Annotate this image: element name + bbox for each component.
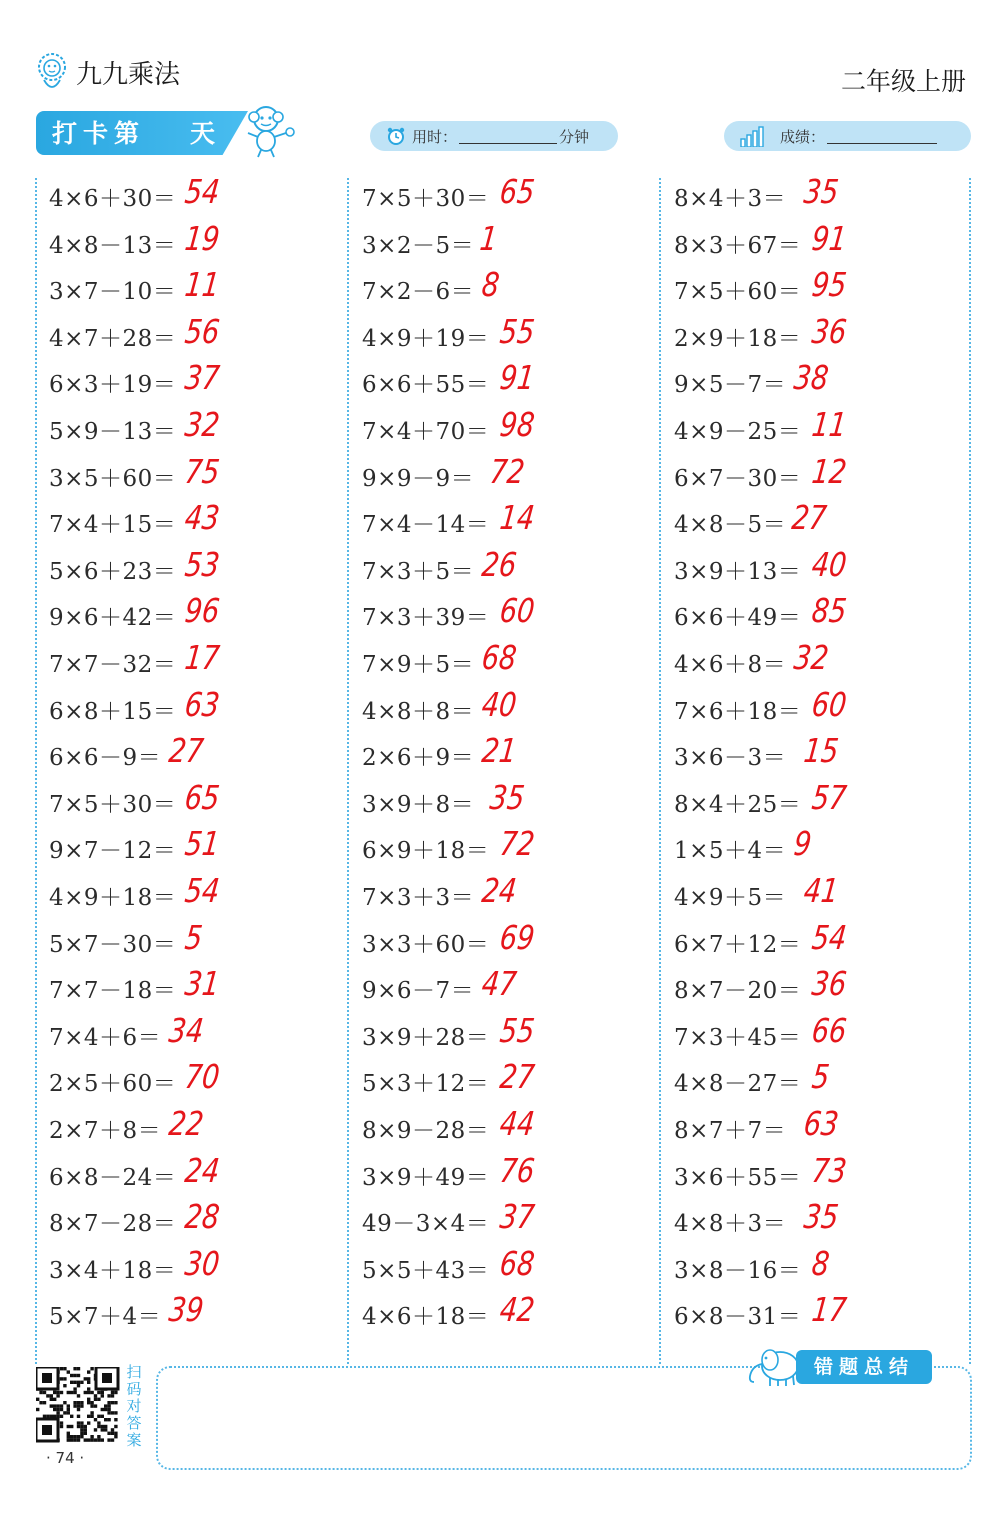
equation-text: 7×5＋30＝ — [49, 791, 177, 818]
handwritten-answer: 15 — [802, 731, 841, 771]
equation-text: 8×7－20＝ — [674, 978, 802, 1005]
equation-text: 4×7＋28＝ — [49, 325, 177, 352]
handwritten-answer: 63 — [183, 684, 222, 724]
exercise-row — [362, 1197, 662, 1243]
exercise-row — [49, 1057, 349, 1103]
exercise-row — [49, 498, 349, 544]
equation-text: 4×8－13＝ — [49, 232, 177, 259]
handwritten-answer: 19 — [183, 218, 222, 258]
handwritten-answer: 28 — [183, 1197, 222, 1237]
equation-text: 4×8＋8＝ — [362, 698, 475, 725]
equation-text: 4×6＋30＝ — [49, 186, 177, 212]
scan-for-answers-label: 扫码对答案 — [126, 1363, 142, 1449]
handwritten-answer: 35 — [488, 777, 527, 817]
equation-text: 8×7＋7＝ — [674, 1118, 787, 1144]
handwritten-answer: 95 — [810, 265, 849, 305]
handwritten-answer: 12 — [810, 451, 849, 491]
equation-text: 6×7－30＝ — [674, 465, 802, 492]
handwritten-answer: 30 — [183, 1243, 222, 1283]
exercise-row — [49, 1197, 349, 1243]
monkey-mascot-icon — [238, 103, 300, 159]
exercise-row — [49, 1151, 349, 1197]
book-title: 九九乘法 — [76, 59, 181, 90]
checkin-day-suffix: 天 — [190, 119, 216, 148]
equation-text: 5×3＋12＝ — [362, 1071, 490, 1098]
exercise-row — [674, 172, 974, 218]
handwritten-answer: 38 — [792, 358, 831, 398]
handwritten-answer: 40 — [810, 544, 849, 584]
handwritten-answer: 40 — [480, 684, 519, 724]
exercise-row — [362, 1057, 662, 1103]
exercise-row — [362, 1151, 662, 1197]
exercise-row — [49, 871, 349, 917]
score-input-line[interactable] — [827, 129, 937, 144]
handwritten-answer: 17 — [810, 1290, 849, 1330]
exercise-row — [674, 1197, 974, 1243]
handwritten-answer: 75 — [183, 451, 222, 491]
exercise-row — [362, 358, 662, 404]
exercise-row — [674, 918, 974, 964]
equation-text: 8×4＋3＝ — [674, 186, 787, 212]
time-unit: 分钟 — [559, 127, 590, 146]
exercise-row — [674, 685, 974, 731]
equation-text: 7×7－18＝ — [49, 978, 177, 1005]
equation-text: 3×9＋49＝ — [362, 1164, 490, 1191]
exercise-row — [674, 964, 974, 1010]
equation-text: 7×7－32＝ — [49, 652, 177, 678]
handwritten-answer: 91 — [810, 218, 849, 258]
handwritten-answer: 96 — [183, 591, 222, 631]
handwritten-answer: 21 — [480, 731, 519, 771]
exercise-row — [362, 824, 662, 870]
exercise-row — [362, 638, 662, 684]
handwritten-answer: 22 — [167, 1104, 206, 1143]
equation-text: 4×6＋18＝ — [362, 1304, 490, 1331]
equation-text: 7×3＋5＝ — [362, 558, 475, 585]
exercise-row — [362, 172, 662, 218]
exercise-row — [362, 219, 662, 265]
exercise-row — [362, 1011, 662, 1057]
handwritten-answer: 5 — [810, 1057, 832, 1097]
equation-text: 4×8－5＝ — [674, 512, 787, 539]
handwritten-answer: 26 — [480, 544, 519, 584]
equation-text: 6×7＋12＝ — [674, 931, 802, 958]
equation-text: 3×6＋55＝ — [674, 1164, 802, 1191]
handwritten-answer: 5 — [183, 917, 205, 957]
equation-text: 3×2－5＝ — [362, 232, 475, 259]
handwritten-answer: 72 — [488, 451, 527, 491]
exercise-row — [49, 312, 349, 358]
equation-text: 7×3＋3＝ — [362, 885, 475, 911]
exercise-row — [49, 638, 349, 684]
equation-text: 3×9＋28＝ — [362, 1024, 490, 1051]
handwritten-answer: 35 — [802, 172, 841, 211]
qr-code[interactable] — [36, 1367, 120, 1443]
handwritten-answer: 55 — [498, 1010, 537, 1050]
exercise-row — [362, 312, 662, 358]
equation-text: 7×6＋18＝ — [674, 698, 802, 725]
exercise-row — [674, 1290, 974, 1336]
handwritten-answer: 27 — [167, 731, 206, 771]
handwritten-answer: 36 — [810, 964, 849, 1004]
equation-text: 7×9＋5＝ — [362, 652, 475, 678]
equation-text: 6×6＋49＝ — [674, 605, 802, 632]
exercise-row — [674, 405, 974, 451]
equation-text: 3×9＋13＝ — [674, 558, 802, 585]
exercise-row — [674, 1011, 974, 1057]
handwritten-answer: 57 — [810, 777, 849, 817]
exercise-row — [49, 405, 349, 451]
exercise-row — [49, 452, 349, 498]
header-left — [34, 50, 180, 94]
equation-text: 4×8＋3＝ — [674, 1211, 787, 1238]
exercise-row — [362, 1290, 662, 1336]
exercise-row — [49, 358, 349, 404]
handwritten-answer: 60 — [498, 591, 537, 631]
exercise-row — [49, 591, 349, 637]
exercise-row — [362, 405, 662, 451]
handwritten-answer: 60 — [810, 684, 849, 724]
exercise-row — [674, 591, 974, 637]
equation-text: 9×6＋42＝ — [49, 605, 177, 632]
exercise-row — [674, 778, 974, 824]
equation-text: 6×8－31＝ — [674, 1304, 802, 1331]
exercise-row — [362, 871, 662, 917]
handwritten-answer: 63 — [802, 1104, 841, 1143]
exercise-row — [49, 1104, 349, 1150]
handwritten-answer: 24 — [183, 1150, 222, 1190]
handwritten-answer: 91 — [498, 358, 537, 398]
exercise-row — [49, 265, 349, 311]
equation-text: 4×6＋8＝ — [674, 652, 787, 678]
equation-text: 6×6＋55＝ — [362, 372, 490, 399]
handwritten-answer: 41 — [802, 871, 841, 910]
equation-text: 2×5＋60＝ — [49, 1071, 177, 1098]
mistake-summary-label: 错题总结 — [796, 1350, 932, 1384]
exercise-row — [49, 964, 349, 1010]
handwritten-answer: 39 — [167, 1290, 206, 1330]
equation-text: 7×3＋45＝ — [674, 1024, 802, 1051]
handwritten-answer: 70 — [183, 1057, 222, 1097]
handwritten-answer: 53 — [183, 544, 222, 584]
equation-text: 3×9＋8＝ — [362, 791, 475, 818]
column-divider-left — [35, 178, 37, 1364]
exercise-row — [674, 824, 974, 870]
equation-text: 4×9＋19＝ — [362, 325, 490, 352]
equation-text: 6×8＋15＝ — [49, 698, 177, 725]
equation-text: 8×9－28＝ — [362, 1118, 490, 1144]
handwritten-answer: 56 — [183, 311, 222, 351]
exercise-row — [674, 871, 974, 917]
exercise-row — [49, 918, 349, 964]
exercise-row — [674, 1104, 974, 1150]
exercise-row — [49, 778, 349, 824]
handwritten-answer: 44 — [498, 1104, 537, 1143]
exercise-row — [362, 685, 662, 731]
equation-text: 2×9＋18＝ — [674, 325, 802, 352]
exercise-row — [362, 591, 662, 637]
equation-text: 7×4＋6＝ — [49, 1024, 162, 1051]
handwritten-answer: 36 — [810, 311, 849, 351]
handwritten-answer: 54 — [183, 871, 222, 910]
score-label: 成绩： — [780, 127, 826, 146]
exercise-row — [674, 358, 974, 404]
equation-text: 7×4＋70＝ — [362, 419, 490, 445]
equation-text: 7×4＋15＝ — [49, 512, 177, 539]
exercise-row — [49, 1244, 349, 1290]
equation-text: 8×4＋25＝ — [674, 791, 802, 818]
handwritten-answer: 42 — [498, 1290, 537, 1330]
exercise-row — [362, 964, 662, 1010]
equation-text: 7×3＋39＝ — [362, 605, 490, 632]
handwritten-answer: 31 — [183, 964, 222, 1004]
exercise-row — [49, 685, 349, 731]
handwritten-answer: 9 — [792, 824, 814, 864]
equation-text: 2×6＋9＝ — [362, 745, 475, 772]
equation-text: 7×5＋60＝ — [674, 279, 802, 306]
equation-text: 7×2－6＝ — [362, 279, 475, 306]
exercise-row — [674, 545, 974, 591]
exercise-row — [49, 824, 349, 870]
exercise-row — [674, 731, 974, 777]
handwritten-answer: 65 — [498, 172, 537, 211]
equation-text: 3×7－10＝ — [49, 279, 177, 306]
handwritten-answer: 76 — [498, 1150, 537, 1190]
equation-text: 6×3＋19＝ — [49, 372, 177, 399]
handwritten-answer: 8 — [810, 1243, 832, 1283]
exercise-row — [674, 219, 974, 265]
equation-text: 7×5＋30＝ — [362, 186, 490, 212]
equation-text: 4×9－25＝ — [674, 419, 802, 445]
exercise-row — [362, 1244, 662, 1290]
bar-chart-icon — [740, 125, 766, 147]
handwritten-answer: 17 — [183, 638, 222, 677]
exercise-row — [674, 1057, 974, 1103]
handwritten-answer: 47 — [480, 964, 519, 1004]
equation-text: 5×6＋23＝ — [49, 558, 177, 585]
exercise-row — [362, 918, 662, 964]
handwritten-answer: 55 — [498, 311, 537, 351]
equation-text: 2×7＋8＝ — [49, 1118, 162, 1144]
handwritten-answer: 11 — [183, 265, 222, 305]
handwritten-answer: 98 — [498, 405, 537, 444]
equation-text: 6×9＋18＝ — [362, 838, 490, 865]
handwritten-answer: 34 — [167, 1010, 206, 1050]
exercise-row — [362, 1104, 662, 1150]
equation-text: 5×5＋43＝ — [362, 1257, 490, 1284]
exercise-row — [362, 731, 662, 777]
equation-text: 8×3＋67＝ — [674, 232, 802, 259]
handwritten-answer: 11 — [810, 405, 849, 444]
equation-text: 9×9－9＝ — [362, 465, 475, 492]
exercise-row — [49, 1290, 349, 1336]
exercise-row — [49, 219, 349, 265]
exercise-row — [362, 452, 662, 498]
exercise-row — [362, 778, 662, 824]
equation-text: 4×9＋18＝ — [49, 885, 177, 911]
time-field — [370, 121, 618, 151]
equation-text: 9×7－12＝ — [49, 838, 177, 865]
handwritten-answer: 8 — [480, 265, 502, 305]
equation-text: 9×5－7＝ — [674, 372, 787, 399]
handwritten-answer: 73 — [810, 1150, 849, 1190]
exercise-row — [674, 452, 974, 498]
handwritten-answer: 14 — [498, 498, 537, 538]
checkin-label: 打卡第 — [52, 119, 146, 148]
exercise-row — [362, 545, 662, 591]
exercise-row — [362, 265, 662, 311]
equation-text: 5×7－30＝ — [49, 931, 177, 958]
equation-text: 3×5＋60＝ — [49, 465, 177, 492]
exercise-row — [674, 265, 974, 311]
handwritten-answer: 43 — [183, 498, 222, 538]
score-field — [724, 121, 971, 151]
handwritten-answer: 85 — [810, 591, 849, 631]
time-label: 用时： — [412, 127, 458, 146]
handwritten-answer: 65 — [183, 777, 222, 817]
handwritten-answer: 66 — [810, 1010, 849, 1050]
handwritten-answer: 1 — [478, 218, 500, 258]
exercise-row — [49, 1011, 349, 1057]
equation-text: 1×5＋4＝ — [674, 838, 787, 865]
exercise-row — [362, 498, 662, 544]
handwritten-answer: 54 — [810, 917, 849, 957]
exercise-row — [674, 312, 974, 358]
handwritten-answer: 37 — [498, 1197, 537, 1237]
handwritten-answer: 27 — [498, 1057, 537, 1097]
exercise-row — [674, 1151, 974, 1197]
equation-text: 3×6－3＝ — [674, 745, 787, 772]
handwritten-answer: 24 — [480, 871, 519, 910]
exercise-row — [49, 545, 349, 591]
equation-text: 4×9＋5＝ — [674, 885, 787, 911]
handwritten-answer: 51 — [183, 824, 222, 864]
exercise-row — [674, 1244, 974, 1290]
equation-text: 3×4＋18＝ — [49, 1257, 177, 1284]
exercise-row — [49, 731, 349, 777]
handwritten-answer: 54 — [183, 172, 222, 211]
handwritten-answer: 72 — [498, 824, 537, 864]
equation-text: 5×7＋4＝ — [49, 1304, 162, 1331]
page-number: · 74 · — [46, 1449, 85, 1467]
exercise-row — [674, 498, 974, 544]
clock-icon — [386, 126, 406, 146]
grade-label: 二年级上册 — [840, 67, 966, 96]
time-input-line[interactable] — [459, 129, 557, 144]
handwritten-answer: 68 — [480, 638, 519, 677]
equation-text: 6×6－9＝ — [49, 745, 162, 772]
equation-text: 8×7－28＝ — [49, 1211, 177, 1238]
equation-text: 9×6－7＝ — [362, 978, 475, 1005]
handwritten-answer: 32 — [792, 638, 831, 677]
handwritten-answer: 27 — [790, 498, 829, 538]
equation-text: 49－3×4＝ — [362, 1211, 490, 1238]
equation-text: 7×4－14＝ — [362, 512, 490, 539]
equation-text: 3×8－16＝ — [674, 1257, 802, 1284]
handwritten-answer: 35 — [802, 1197, 841, 1237]
equation-text: 5×9－13＝ — [49, 419, 177, 445]
lion-mascot-icon — [34, 50, 70, 94]
handwritten-answer: 32 — [183, 405, 222, 444]
exercise-row — [49, 172, 349, 218]
handwritten-answer: 37 — [183, 358, 222, 398]
handwritten-answer: 68 — [498, 1243, 537, 1283]
equation-text: 4×8－27＝ — [674, 1071, 802, 1098]
handwritten-answer: 69 — [498, 917, 537, 957]
exercise-row — [674, 638, 974, 684]
equation-text: 6×8－24＝ — [49, 1164, 177, 1191]
equation-text: 3×3＋60＝ — [362, 931, 490, 958]
